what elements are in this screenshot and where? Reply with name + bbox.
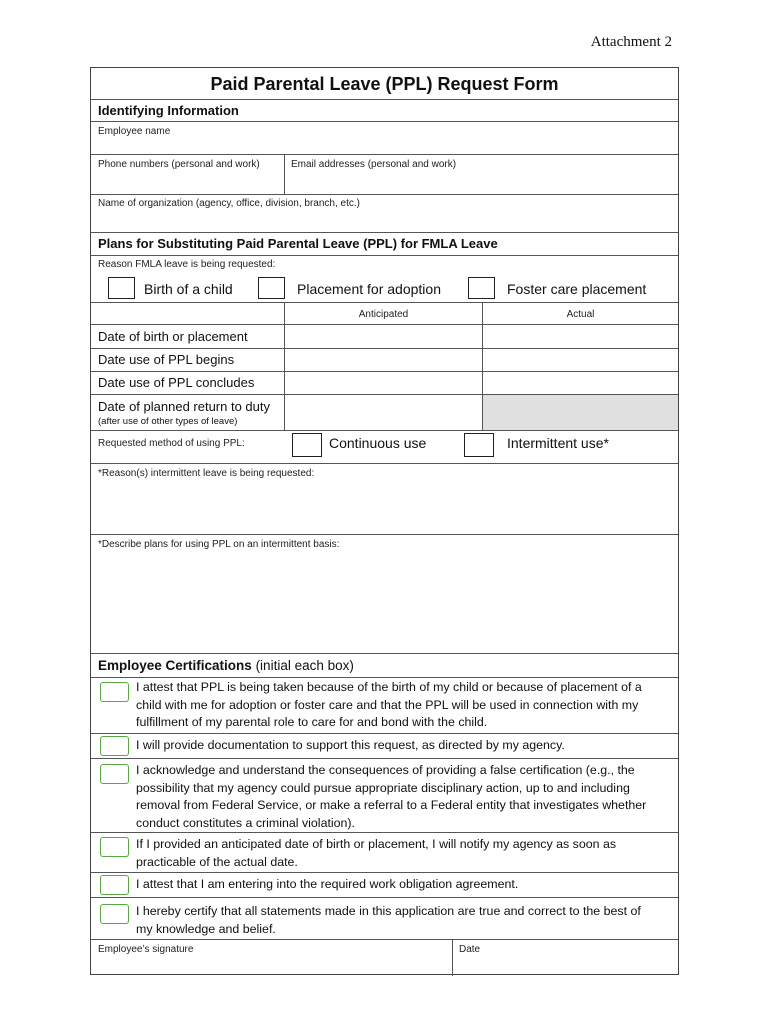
intermittent-reason-field[interactable] [91, 480, 678, 533]
divider [91, 653, 678, 654]
intermittent-plan-field[interactable] [91, 551, 678, 652]
continuous-use-checkbox[interactable] [292, 433, 322, 457]
signature-label: Employee’s signature [98, 944, 194, 955]
adoption-checkbox[interactable] [258, 277, 285, 299]
cert-line: removal from Federal Service, or make a referral to a Federal entity that investigates whether [136, 798, 647, 812]
actual-ppl-concludes-field[interactable] [483, 372, 678, 393]
birth-checkbox[interactable] [108, 277, 135, 299]
cert-line: child with me for adoption or foster care and that the PPL will be used in connection with my [136, 697, 639, 712]
col-anticipated: Anticipated [358, 309, 409, 320]
foster-care-option-label: Foster care placement [507, 281, 647, 297]
divider [284, 302, 285, 430]
cert-line: my knowledge and belief. [136, 921, 276, 936]
date-row-label: Date of birth or placement [98, 329, 248, 344]
email-label: Email addresses (personal and work) [291, 159, 457, 170]
cert-text-2 [136, 737, 671, 755]
intermittent-use-label: Intermittent use* [507, 435, 609, 451]
cert-initial-box-6[interactable] [100, 904, 129, 924]
cert-line: If I provided an anticipated date of birth or placement, I will notify my agency as soon as [136, 837, 617, 851]
divider [452, 939, 453, 976]
email-field[interactable] [285, 155, 678, 193]
divider [91, 534, 678, 535]
foster-care-checkbox[interactable] [468, 277, 495, 299]
phone-label: Phone numbers (personal and work) [98, 159, 260, 170]
intermittent-reason-label: *Reason(s) intermittent leave is being requested: [98, 468, 315, 479]
divider [91, 99, 678, 100]
organization-label: Name of organization (agency, office, division, branch, etc.) [98, 198, 360, 209]
identifying-heading: Identifying Information [98, 103, 239, 118]
divider [91, 758, 678, 759]
cert-initial-box-1[interactable] [100, 682, 129, 702]
anticipated-ppl-concludes-field[interactable] [285, 372, 481, 393]
cert-initial-box-2[interactable] [100, 736, 129, 756]
divider [91, 677, 678, 678]
birth-option-label: Birth of a child [144, 281, 233, 297]
employee-name-field[interactable] [91, 122, 678, 154]
divider [91, 897, 678, 898]
actual-birth-date-field[interactable] [483, 325, 678, 347]
attachment-label: Attachment 2 [590, 34, 672, 50]
date-label: Date [459, 944, 481, 955]
divider [91, 733, 678, 734]
cert-line: I attest that PPL is being taken because of the birth of my child or because of placement of a [136, 680, 642, 694]
intermittent-use-checkbox[interactable] [464, 433, 494, 457]
cert-text-5 [136, 876, 671, 894]
intermittent-plan-label: *Describe plans for using PPL on an intermittent basis: [98, 539, 340, 550]
cert-line: I attest that I am entering into the required work obligation agreement. [136, 877, 519, 891]
anticipated-return-date-field[interactable] [285, 395, 481, 429]
actual-ppl-begins-field[interactable] [483, 349, 678, 370]
return-note: (after use of other types of leave) [98, 416, 238, 427]
continuous-use-label: Continuous use [329, 435, 427, 451]
certifications-heading-note: (initial each box) [255, 658, 354, 673]
cert-line: practicable of the actual date. [136, 854, 298, 869]
anticipated-birth-date-field[interactable] [285, 325, 481, 347]
cert-line: I will provide documentation to support this request, as directed by my agency. [136, 738, 565, 752]
anticipated-ppl-begins-field[interactable] [285, 349, 481, 370]
adoption-option-label: Placement for adoption [297, 281, 441, 297]
divider [91, 832, 678, 833]
cert-text-6 [136, 903, 671, 938]
cert-initial-box-3[interactable] [100, 764, 129, 784]
cert-text-3 [136, 762, 671, 832]
certifications-heading [98, 658, 354, 673]
certifications-heading-text: Employee Certifications [98, 658, 252, 673]
shaded-cell [483, 394, 678, 430]
ppl-request-form [90, 67, 679, 975]
divider [91, 872, 678, 873]
divider [482, 302, 483, 430]
cert-line: possibility that my agency could pursue appropriate disciplinary action, up to and including [136, 780, 630, 795]
cert-line: I hereby certify that all statements made in this application are true and correct to the best of [136, 904, 641, 918]
date-row-label: Date use of PPL concludes [98, 375, 255, 390]
divider [91, 255, 678, 256]
cert-line: conduct constitutes a criminal violation). [136, 815, 356, 830]
phone-field[interactable] [91, 155, 283, 193]
organization-field[interactable] [91, 195, 678, 231]
cert-line: fulfillment of my parental role to care for and bond with the child. [136, 715, 488, 729]
divider [91, 430, 678, 431]
cert-initial-box-4[interactable] [100, 837, 129, 857]
cert-initial-box-5[interactable] [100, 875, 129, 895]
col-actual: Actual [566, 309, 595, 320]
reason-label: Reason FMLA leave is being requested: [98, 259, 276, 270]
plans-heading: Plans for Substituting Paid Parental Leave (PPL) for FMLA Leave [98, 236, 498, 251]
divider [91, 463, 678, 464]
cert-text-1 [136, 679, 671, 732]
date-row-label: Date use of PPL begins [98, 352, 235, 367]
divider [91, 232, 678, 233]
date-row-label: Date of planned return to duty [98, 399, 271, 414]
form-title: Paid Parental Leave (PPL) Request Form [210, 74, 559, 94]
employee-name-label: Employee name [98, 126, 171, 137]
cert-line: I acknowledge and understand the consequences of providing a false certification (e.g., the [136, 763, 635, 777]
signature-field[interactable] [91, 940, 450, 974]
cert-text-4 [136, 836, 671, 871]
method-label: Requested method of using PPL: [98, 438, 245, 449]
date-field[interactable] [454, 940, 678, 974]
divider [91, 302, 678, 303]
